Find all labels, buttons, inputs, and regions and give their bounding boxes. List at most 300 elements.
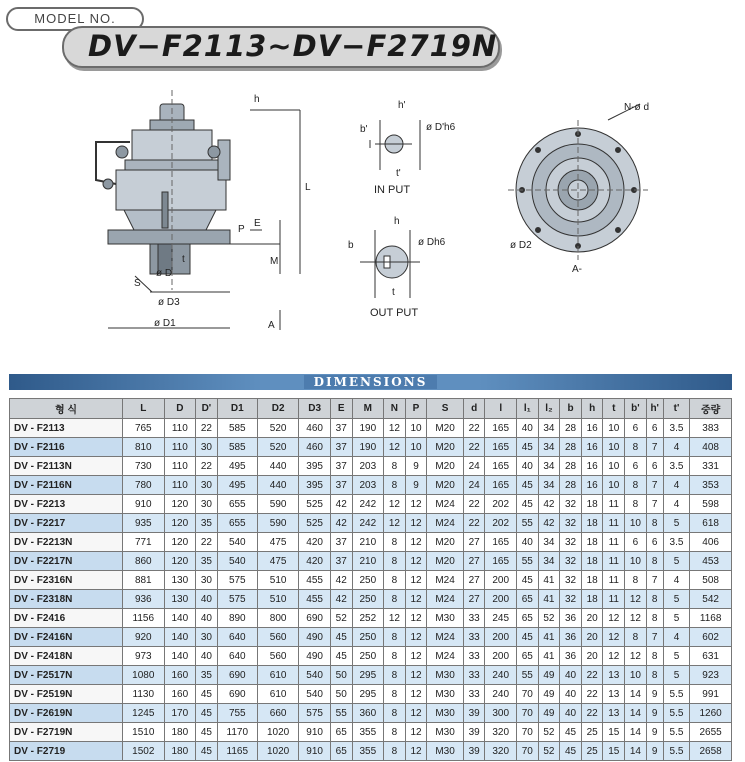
model-cell: DV - F2213 xyxy=(10,495,123,514)
value-cell: 34 xyxy=(538,552,560,571)
value-cell: 45 xyxy=(196,704,218,723)
value-cell: 165 xyxy=(485,533,517,552)
label-input-D: ø D'h6 xyxy=(426,122,456,133)
value-cell: 27 xyxy=(463,571,485,590)
value-cell: 1170 xyxy=(217,723,257,742)
value-cell: 42 xyxy=(538,514,560,533)
value-cell: M30 xyxy=(427,723,463,742)
value-cell: 353 xyxy=(690,476,732,495)
value-cell: 42 xyxy=(538,495,560,514)
value-cell: 36 xyxy=(560,647,582,666)
value-cell: 34 xyxy=(538,438,560,457)
value-cell: 12 xyxy=(603,647,625,666)
column-header: D' xyxy=(196,399,218,419)
value-cell: 203 xyxy=(352,457,384,476)
column-header: S xyxy=(427,399,463,419)
value-cell: 30 xyxy=(196,476,218,495)
value-cell: 24 xyxy=(463,457,485,476)
value-cell: 525 xyxy=(299,514,331,533)
value-cell: 22 xyxy=(196,419,218,438)
value-cell: 14 xyxy=(625,704,647,723)
value-cell: 32 xyxy=(560,495,582,514)
label-input-b: b' xyxy=(360,124,368,135)
value-cell: 33 xyxy=(463,685,485,704)
value-cell: 5.5 xyxy=(663,685,690,704)
value-cell: 5.5 xyxy=(663,742,690,761)
value-cell: 49 xyxy=(538,704,560,723)
value-cell: 1020 xyxy=(257,723,298,742)
value-cell: M30 xyxy=(427,742,463,761)
value-cell: 12 xyxy=(405,685,427,704)
value-cell: 45 xyxy=(516,628,538,647)
column-header: l xyxy=(485,399,517,419)
value-cell: 200 xyxy=(485,647,517,666)
value-cell: 10 xyxy=(625,666,647,685)
value-cell: 495 xyxy=(217,476,257,495)
table-row xyxy=(10,419,732,438)
value-cell: 39 xyxy=(463,723,485,742)
value-cell: 540 xyxy=(217,552,257,571)
value-cell: 252 xyxy=(352,609,384,628)
value-cell: 140 xyxy=(164,628,196,647)
value-cell: 65 xyxy=(516,590,538,609)
value-cell: 40 xyxy=(196,647,218,666)
value-cell: 4 xyxy=(663,476,690,495)
value-cell: 585 xyxy=(217,438,257,457)
value-cell: 9 xyxy=(405,476,427,495)
value-cell: 40 xyxy=(560,685,582,704)
model-cell: DV - F2318N xyxy=(10,590,123,609)
value-cell: 1165 xyxy=(217,742,257,761)
value-cell: 8 xyxy=(384,647,406,666)
value-cell: 30 xyxy=(196,495,218,514)
value-cell: 618 xyxy=(690,514,732,533)
value-cell: 22 xyxy=(463,438,485,457)
value-cell: 11 xyxy=(603,552,625,571)
value-cell: 22 xyxy=(581,666,603,685)
value-cell: 10 xyxy=(603,438,625,457)
value-cell: 8 xyxy=(384,685,406,704)
value-cell: 881 xyxy=(123,571,164,590)
label-D: ø D xyxy=(156,268,173,279)
label-S: S xyxy=(134,278,141,289)
table-row xyxy=(10,514,732,533)
value-cell: 8 xyxy=(646,647,663,666)
value-cell: 70 xyxy=(516,723,538,742)
value-cell: 36 xyxy=(560,609,582,628)
model-cell: DV - F2217 xyxy=(10,514,123,533)
value-cell: 331 xyxy=(690,457,732,476)
value-cell: 45 xyxy=(330,628,352,647)
value-cell: 22 xyxy=(581,685,603,704)
value-cell: 2658 xyxy=(690,742,732,761)
value-cell: 45 xyxy=(330,647,352,666)
value-cell: 10 xyxy=(603,476,625,495)
value-cell: 12 xyxy=(405,495,427,514)
value-cell: 1080 xyxy=(123,666,164,685)
value-cell: 575 xyxy=(299,704,331,723)
value-cell: 37 xyxy=(330,457,352,476)
dimensions-title: DIMENSIONS xyxy=(304,375,438,389)
value-cell: 590 xyxy=(257,495,298,514)
value-cell: 70 xyxy=(516,704,538,723)
value-cell: 560 xyxy=(257,647,298,666)
column-header: D xyxy=(164,399,196,419)
value-cell: 16 xyxy=(581,476,603,495)
value-cell: M20 xyxy=(427,457,463,476)
value-cell: 690 xyxy=(217,666,257,685)
output-caption: OUT PUT xyxy=(370,307,419,319)
value-cell: 730 xyxy=(123,457,164,476)
value-cell: 49 xyxy=(538,666,560,685)
column-header: d xyxy=(463,399,485,419)
value-cell: 3.5 xyxy=(663,533,690,552)
value-cell: 37 xyxy=(330,552,352,571)
column-header: E xyxy=(330,399,352,419)
value-cell: 110 xyxy=(164,438,196,457)
value-cell: 8 xyxy=(384,552,406,571)
value-cell: 20 xyxy=(581,609,603,628)
value-cell: 34 xyxy=(538,419,560,438)
label-t: t xyxy=(182,254,185,265)
label-output-t: t xyxy=(392,287,395,298)
value-cell: 55 xyxy=(516,514,538,533)
value-cell: 755 xyxy=(217,704,257,723)
value-cell: 12 xyxy=(603,609,625,628)
value-cell: 460 xyxy=(299,438,331,457)
value-cell: 5 xyxy=(663,609,690,628)
value-cell: 4 xyxy=(663,438,690,457)
value-cell: 16 xyxy=(581,419,603,438)
value-cell: 12 xyxy=(384,419,406,438)
value-cell: 18 xyxy=(581,590,603,609)
table-row xyxy=(10,628,732,647)
value-cell: 30 xyxy=(196,438,218,457)
table-row xyxy=(10,742,732,761)
label-A: A xyxy=(268,320,275,331)
value-cell: M24 xyxy=(427,514,463,533)
value-cell: 655 xyxy=(217,495,257,514)
value-cell: 190 xyxy=(352,438,384,457)
model-cell: DV - F2213N xyxy=(10,533,123,552)
value-cell: 8 xyxy=(646,609,663,628)
value-cell: 395 xyxy=(299,476,331,495)
value-cell: 45 xyxy=(196,742,218,761)
value-cell: 9 xyxy=(646,685,663,704)
model-cell: DV - F2416N xyxy=(10,628,123,647)
value-cell: M30 xyxy=(427,666,463,685)
value-cell: 22 xyxy=(463,495,485,514)
value-cell: 40 xyxy=(516,533,538,552)
value-cell: 22 xyxy=(463,514,485,533)
value-cell: 7 xyxy=(646,571,663,590)
value-cell: 15 xyxy=(603,742,625,761)
value-cell: 22 xyxy=(463,419,485,438)
value-cell: M20 xyxy=(427,552,463,571)
value-cell: 20 xyxy=(581,628,603,647)
table-row xyxy=(10,552,732,571)
value-cell: 140 xyxy=(164,647,196,666)
value-cell: 45 xyxy=(196,685,218,704)
value-cell: 37 xyxy=(330,476,352,495)
value-cell: 602 xyxy=(690,628,732,647)
value-cell: 575 xyxy=(217,590,257,609)
value-cell: 923 xyxy=(690,666,732,685)
value-cell: 16 xyxy=(581,438,603,457)
value-cell: 8 xyxy=(384,742,406,761)
value-cell: 8 xyxy=(646,552,663,571)
value-cell: 440 xyxy=(257,476,298,495)
value-cell: 120 xyxy=(164,533,196,552)
value-cell: 42 xyxy=(330,590,352,609)
table-row xyxy=(10,438,732,457)
value-cell: 6 xyxy=(625,457,647,476)
model-cell: DV - F2719 xyxy=(10,742,123,761)
value-cell: 12 xyxy=(405,704,427,723)
value-cell: 542 xyxy=(690,590,732,609)
value-cell: 560 xyxy=(257,628,298,647)
model-cell: DV - F2517N xyxy=(10,666,123,685)
column-header: h' xyxy=(646,399,663,419)
label-D3: ø D3 xyxy=(158,297,180,308)
value-cell: 34 xyxy=(538,476,560,495)
value-cell: 320 xyxy=(485,723,517,742)
value-cell: 12 xyxy=(384,495,406,514)
value-cell: 8 xyxy=(625,628,647,647)
value-cell: 120 xyxy=(164,552,196,571)
value-cell: 28 xyxy=(560,419,582,438)
value-cell: 22 xyxy=(581,704,603,723)
value-cell: 1502 xyxy=(123,742,164,761)
value-cell: 7 xyxy=(646,476,663,495)
value-cell: 165 xyxy=(485,438,517,457)
label-P: P xyxy=(238,224,245,235)
value-cell: 18 xyxy=(581,552,603,571)
value-cell: 610 xyxy=(257,666,298,685)
value-cell: 690 xyxy=(217,685,257,704)
value-cell: 640 xyxy=(217,647,257,666)
value-cell: 18 xyxy=(581,533,603,552)
value-cell: M24 xyxy=(427,495,463,514)
value-cell: 9 xyxy=(405,457,427,476)
value-cell: 8 xyxy=(384,457,406,476)
value-cell: 590 xyxy=(257,514,298,533)
value-cell: 1020 xyxy=(257,742,298,761)
value-cell: 7 xyxy=(646,438,663,457)
value-cell: 12 xyxy=(384,514,406,533)
value-cell: 37 xyxy=(330,533,352,552)
model-cell: DV - F2113 xyxy=(10,419,123,438)
table-row xyxy=(10,704,732,723)
value-cell: 70 xyxy=(516,685,538,704)
value-cell: 39 xyxy=(463,742,485,761)
value-cell: M24 xyxy=(427,571,463,590)
value-cell: 16 xyxy=(581,457,603,476)
value-cell: 50 xyxy=(330,666,352,685)
value-cell: 598 xyxy=(690,495,732,514)
model-no-badge: MODEL NO. xyxy=(6,7,144,31)
value-cell: 14 xyxy=(625,742,647,761)
value-cell: 320 xyxy=(485,742,517,761)
value-cell: 5.5 xyxy=(663,704,690,723)
value-cell: 130 xyxy=(164,590,196,609)
label-L: L xyxy=(305,182,311,193)
value-cell: 242 xyxy=(352,514,384,533)
value-cell: 32 xyxy=(560,533,582,552)
table-header-row xyxy=(10,399,732,419)
value-cell: 210 xyxy=(352,533,384,552)
value-cell: 110 xyxy=(164,476,196,495)
value-cell: 45 xyxy=(516,495,538,514)
value-cell: 510 xyxy=(257,571,298,590)
value-cell: 360 xyxy=(352,704,384,723)
value-cell: M24 xyxy=(427,590,463,609)
value-cell: 8 xyxy=(646,590,663,609)
column-header: t' xyxy=(663,399,690,419)
value-cell: 1510 xyxy=(123,723,164,742)
value-cell: 9 xyxy=(646,704,663,723)
value-cell: 40 xyxy=(196,590,218,609)
value-cell: M30 xyxy=(427,704,463,723)
value-cell: 14 xyxy=(625,723,647,742)
value-cell: 28 xyxy=(560,476,582,495)
value-cell: 991 xyxy=(690,685,732,704)
value-cell: 8 xyxy=(384,723,406,742)
value-cell: 10 xyxy=(625,514,647,533)
value-cell: 771 xyxy=(123,533,164,552)
value-cell: 910 xyxy=(299,723,331,742)
value-cell: 55 xyxy=(516,666,538,685)
value-cell: 1156 xyxy=(123,609,164,628)
value-cell: 300 xyxy=(485,704,517,723)
value-cell: 12 xyxy=(603,628,625,647)
value-cell: 18 xyxy=(581,514,603,533)
value-cell: 190 xyxy=(352,419,384,438)
value-cell: 27 xyxy=(463,590,485,609)
value-cell: 35 xyxy=(196,552,218,571)
value-cell: 45 xyxy=(560,742,582,761)
value-cell: 475 xyxy=(257,552,298,571)
value-cell: 13 xyxy=(603,666,625,685)
value-cell: 245 xyxy=(485,609,517,628)
column-header: 중량 xyxy=(690,399,732,419)
value-cell: 525 xyxy=(299,495,331,514)
value-cell: 40 xyxy=(560,666,582,685)
output-shaft-drawing xyxy=(360,230,420,298)
value-cell: 45 xyxy=(560,723,582,742)
value-cell: 1245 xyxy=(123,704,164,723)
value-cell: 355 xyxy=(352,742,384,761)
value-cell: 37 xyxy=(330,438,352,457)
value-cell: 18 xyxy=(581,571,603,590)
value-cell: 6 xyxy=(625,533,647,552)
value-cell: 910 xyxy=(299,742,331,761)
value-cell: 800 xyxy=(257,609,298,628)
value-cell: 110 xyxy=(164,419,196,438)
value-cell: 165 xyxy=(485,457,517,476)
model-cell: DV - F2619N xyxy=(10,704,123,723)
table-row xyxy=(10,495,732,514)
value-cell: 3.5 xyxy=(663,457,690,476)
value-cell: 490 xyxy=(299,628,331,647)
value-cell: 12 xyxy=(384,438,406,457)
value-cell: 13 xyxy=(603,704,625,723)
value-cell: 32 xyxy=(560,552,582,571)
value-cell: 49 xyxy=(538,685,560,704)
value-cell: 7 xyxy=(646,495,663,514)
value-cell: 242 xyxy=(352,495,384,514)
value-cell: 39 xyxy=(463,704,485,723)
label-output-D: ø Dh6 xyxy=(418,237,446,248)
column-header: D3 xyxy=(299,399,331,419)
table-row xyxy=(10,723,732,742)
label-E: E xyxy=(254,218,261,229)
value-cell: 12 xyxy=(405,533,427,552)
value-cell: 30 xyxy=(196,628,218,647)
value-cell: 640 xyxy=(217,628,257,647)
label-front-A: A- xyxy=(572,264,582,275)
value-cell: 250 xyxy=(352,571,384,590)
label-output-h: h xyxy=(394,216,400,227)
value-cell: 140 xyxy=(164,609,196,628)
column-header: P xyxy=(405,399,427,419)
value-cell: 12 xyxy=(405,609,427,628)
value-cell: 42 xyxy=(330,571,352,590)
value-cell: 1130 xyxy=(123,685,164,704)
value-cell: 495 xyxy=(217,457,257,476)
value-cell: 10 xyxy=(405,419,427,438)
value-cell: 41 xyxy=(538,590,560,609)
value-cell: 973 xyxy=(123,647,164,666)
value-cell: 1168 xyxy=(690,609,732,628)
value-cell: 33 xyxy=(463,666,485,685)
value-cell: 5 xyxy=(663,552,690,571)
value-cell: 12 xyxy=(405,628,427,647)
value-cell: 5 xyxy=(663,514,690,533)
value-cell: 12 xyxy=(405,723,427,742)
table-row xyxy=(10,647,732,666)
value-cell: 120 xyxy=(164,514,196,533)
value-cell: 395 xyxy=(299,457,331,476)
value-cell: 6 xyxy=(625,419,647,438)
dimensions-table xyxy=(9,398,732,761)
technical-drawings xyxy=(0,80,745,340)
value-cell: 12 xyxy=(405,742,427,761)
value-cell: 10 xyxy=(603,457,625,476)
table-row xyxy=(10,666,732,685)
value-cell: 540 xyxy=(299,685,331,704)
model-cell: DV - F2519N xyxy=(10,685,123,704)
value-cell: 935 xyxy=(123,514,164,533)
value-cell: 8 xyxy=(384,533,406,552)
label-input-t: t' xyxy=(396,168,401,179)
value-cell: 765 xyxy=(123,419,164,438)
table-row xyxy=(10,476,732,495)
model-title: DV−F2113∼DV−F2719N xyxy=(88,29,498,63)
value-cell: 780 xyxy=(123,476,164,495)
dimensions-band xyxy=(9,374,732,390)
value-cell: 6 xyxy=(646,419,663,438)
value-cell: 383 xyxy=(690,419,732,438)
value-cell: M20 xyxy=(427,533,463,552)
value-cell: 120 xyxy=(164,495,196,514)
value-cell: 250 xyxy=(352,590,384,609)
value-cell: 20 xyxy=(581,647,603,666)
value-cell: 200 xyxy=(485,590,517,609)
value-cell: 35 xyxy=(196,514,218,533)
value-cell: 8 xyxy=(625,571,647,590)
value-cell: 130 xyxy=(164,571,196,590)
